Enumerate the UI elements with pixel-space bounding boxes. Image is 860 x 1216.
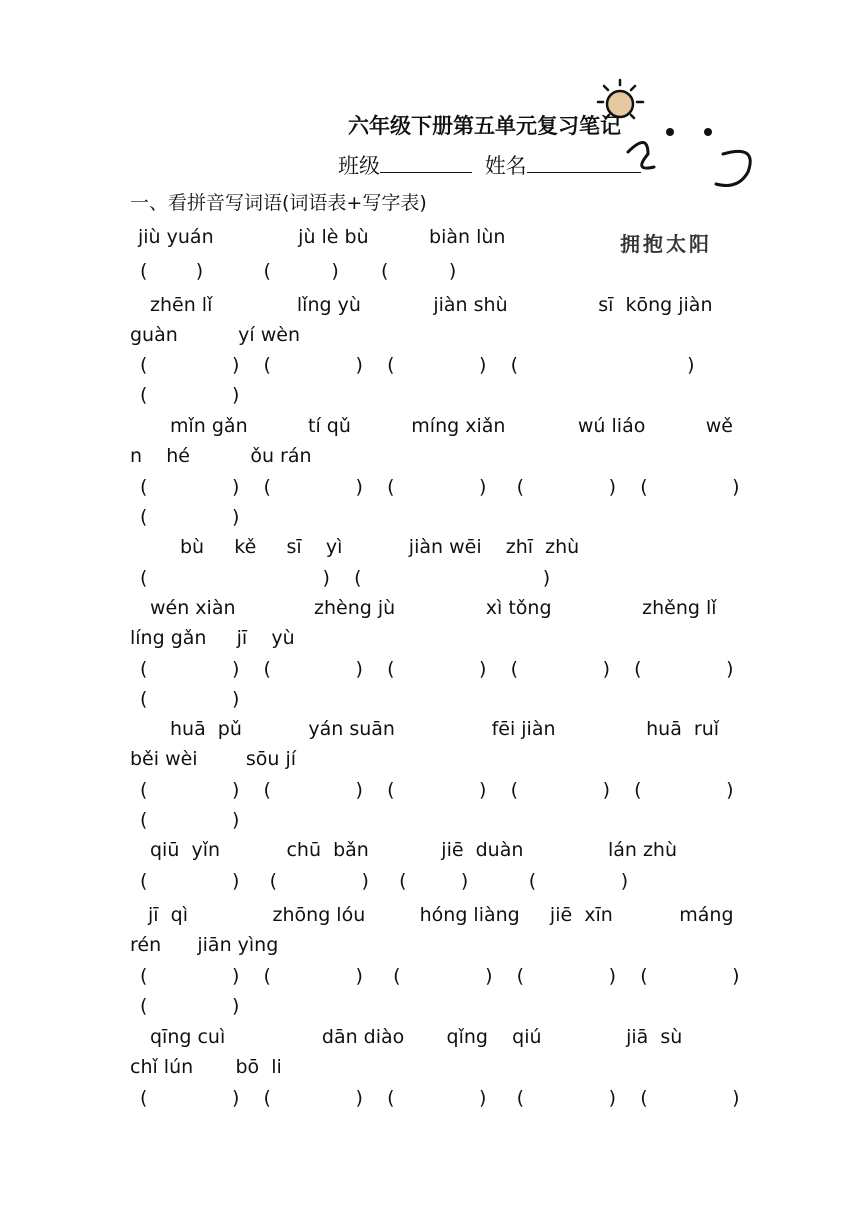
answer-line: ( ) ( ) ( ) ( ) ( ) xyxy=(140,1087,740,1109)
answer-line: ( ) ( ) ( ) ( ) ( ) xyxy=(140,658,734,680)
answer-line: ( ) xyxy=(140,506,240,528)
name-label: 姓名 xyxy=(484,154,527,178)
answer-line: ( ) ( ) ( ) ( ) ( ) xyxy=(140,965,740,987)
pinyin-line: guàn yí wèn xyxy=(130,324,301,346)
pinyin-line: n hé ǒu rán xyxy=(130,445,312,467)
pinyin-line: jī qì zhōng lóu hóng liàng jiē xīn máng xyxy=(148,904,734,926)
answer-line: ( ) ( ) ( ) ( ) xyxy=(140,354,695,376)
answer-line: ( ) xyxy=(140,809,240,831)
class-name-line xyxy=(338,150,641,180)
pinyin-line: huā pǔ yán suān fēi jiàn huā ruǐ xyxy=(170,718,720,740)
page-title: 六年级下册第五单元复习笔记 xyxy=(348,114,621,138)
pinyin-line: qiū yǐn chū bǎn jiē duàn lán zhù xyxy=(150,839,678,861)
pinyin-line: líng gǎn jī yù xyxy=(130,627,295,649)
answer-line: ( ) ( ) ( ) ( ) xyxy=(140,870,629,892)
answer-line: ( ) xyxy=(140,995,240,1017)
pinyin-line: zhēn lǐ lǐng yù jiàn shù sī kōng jiàn xyxy=(150,294,713,316)
pinyin-line: rén jiān yìng xyxy=(130,934,279,956)
pinyin-line: qīng cuì dān diào qǐng qiú jiā sù xyxy=(150,1026,683,1048)
answer-line: ( ) xyxy=(140,384,240,406)
answer-line: ( ) ( ) ( ) xyxy=(140,260,457,282)
answer-line: ( ) ( ) xyxy=(140,567,551,589)
pinyin-line: mǐn gǎn tí qǔ míng xiǎn wú liáo wě xyxy=(170,415,733,437)
pinyin-line: chǐ lún bō li xyxy=(130,1056,282,1078)
section-heading: 一、看拼音写词语(词语表+写字表) xyxy=(130,192,427,214)
pinyin-line: jiù yuán jù lè bù biàn lùn xyxy=(138,226,506,248)
class-blank xyxy=(380,152,472,173)
pinyin-line: wén xiàn zhèng jù xì tǒng zhěng lǐ xyxy=(150,597,717,619)
logo-text: 拥抱太阳 xyxy=(620,232,712,256)
class-label: 班级 xyxy=(338,154,380,178)
pinyin-line: běi wèi sōu jí xyxy=(130,748,297,770)
answer-line: ( ) ( ) ( ) ( ) ( ) xyxy=(140,476,740,498)
answer-line: ( ) xyxy=(140,688,240,710)
name-blank xyxy=(527,152,641,173)
answer-line: ( ) ( ) ( ) ( ) ( ) xyxy=(140,779,734,801)
pinyin-line: bù kě sī yì jiàn wēi zhī zhù xyxy=(180,536,580,558)
